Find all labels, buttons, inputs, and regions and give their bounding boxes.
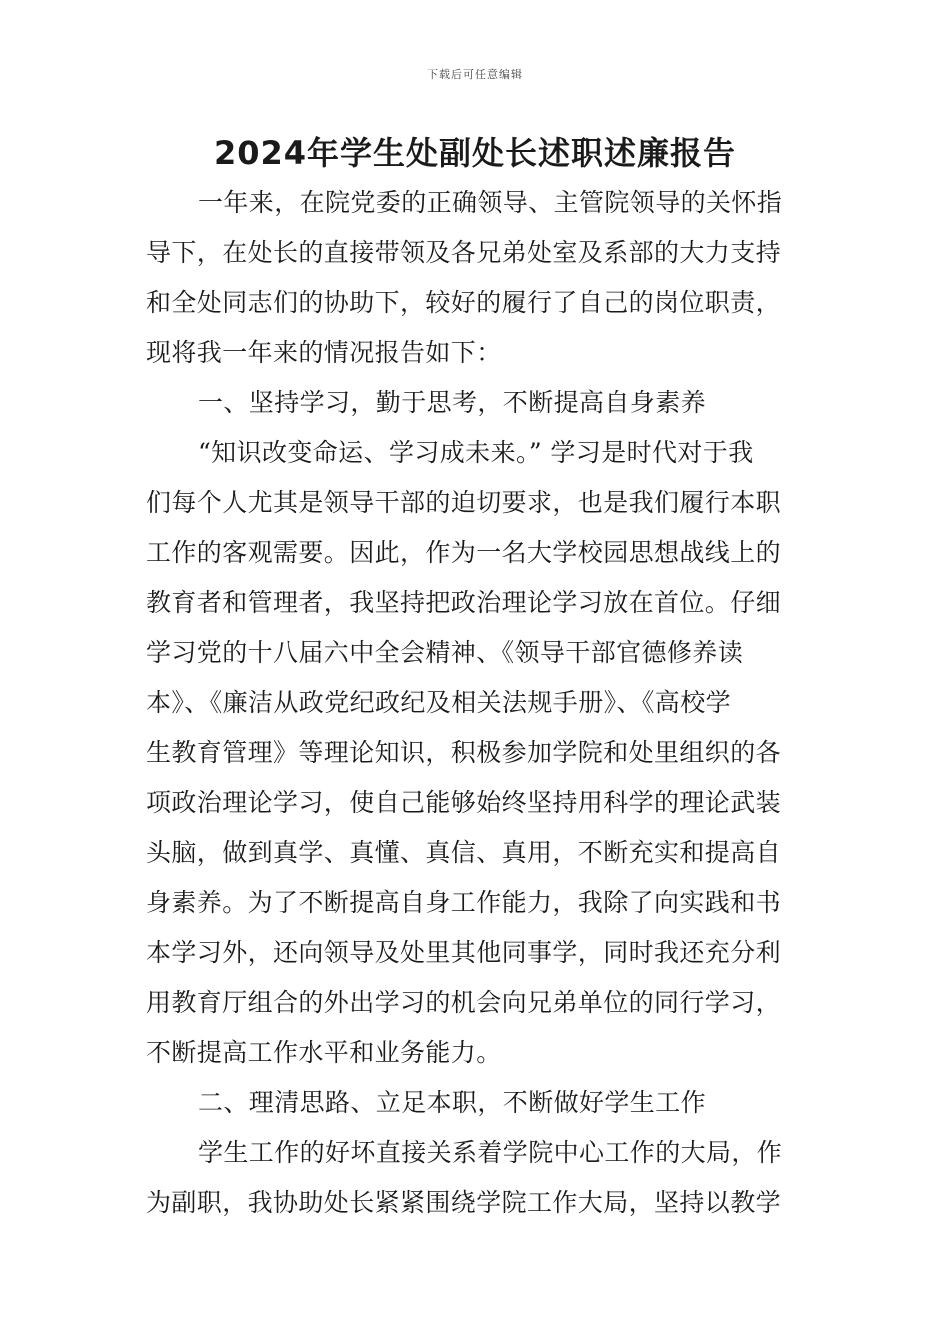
paragraph-line: 生教育管理》等理论知识，积极参加学院和处里组织的各 (146, 738, 782, 767)
paragraph-line: 现将我一年来的情况报告如下： (146, 338, 502, 367)
section-heading: 一、坚持学习，勤于思考，不断提高自身素养 (198, 388, 707, 417)
paragraph-line: 头脑，做到真学、真懂、真信、真用，不断充实和提高自 (146, 838, 782, 867)
paragraph-line: 身素养。为了不断提高自身工作能力，我除了向实践和书 (146, 888, 782, 917)
header-note: 下载后可任意编辑 (427, 68, 523, 81)
paragraph-line: 教育者和管理者，我坚持把政治理论学习放在首位。仔细 (146, 588, 782, 617)
paragraph-line: 工作的客观需要。因此，作为一名大学校园思想战线上的 (146, 538, 782, 567)
paragraph-line: 学习党的十八届六中全会精神、《领导干部官德修养读 (146, 638, 744, 667)
paragraph-line: 本学习外，还向领导及处里其他同事学，同时我还充分利 (146, 938, 782, 967)
paragraph-line: “知识改变命运、学习成未来。” 学习是时代对于我 (198, 438, 754, 467)
paragraph-line: 本》、《廉洁从政党纪政纪及相关法规手册》、《高校学 (146, 688, 732, 717)
paragraph-line: 导下，在处长的直接带领及各兄弟处室及系部的大力支持 (146, 238, 782, 267)
document-title: 2024年学生处副处长述职述廉报告 (213, 134, 737, 172)
document-body (146, 178, 806, 1228)
paragraph-line: 和全处同志们的协助下，较好的履行了自己的岗位职责， (146, 288, 782, 317)
section-heading: 二、理清思路、立足本职，不断做好学生工作 (198, 1088, 707, 1117)
paragraph-line: 为副职，我协助处长紧紧围绕学院工作大局，坚持以教学 (146, 1188, 782, 1217)
paragraph-line: 项政治理论学习，使自己能够始终坚持用科学的理论武装 (146, 788, 782, 817)
paragraph-line: 用教育厅组合的外出学习的机会向兄弟单位的同行学习， (146, 988, 782, 1017)
paragraph-line: 学生工作的好坏直接关系着学院中心工作的大局，作 (198, 1138, 783, 1167)
paragraph-line: 们每个人尤其是领导干部的迫切要求，也是我们履行本职 (146, 488, 782, 517)
paragraph-line: 一年来，在院党委的正确领导、主管院领导的关怀指 (198, 188, 783, 217)
paragraph-line: 不断提高工作水平和业务能力。 (146, 1038, 502, 1067)
